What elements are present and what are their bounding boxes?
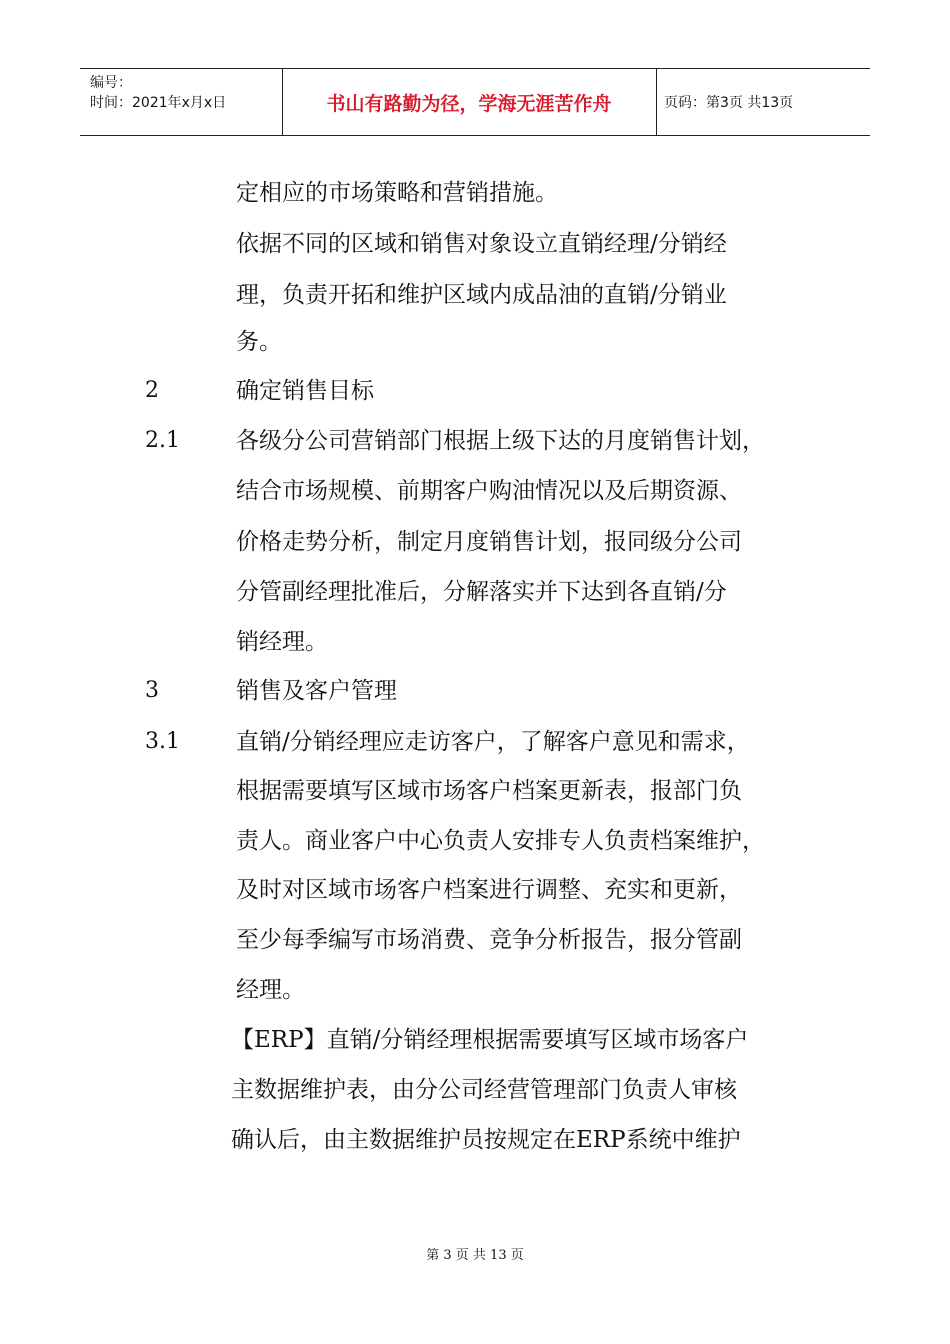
body-line: 及时对区域市场客户档案进行调整、充实和更新， [236, 877, 742, 903]
section-number: 3.1 [145, 729, 180, 754]
header-divider [656, 69, 657, 135]
body-line: 务。 [236, 329, 282, 355]
section-number: 2.1 [145, 428, 180, 453]
header-motto: 书山有路勤为径，学海无涯苦作舟 [326, 92, 612, 115]
body-line: 直销/分销经理应走访客户，了解客户意见和需求， [236, 729, 750, 755]
body-line: 分管副经理批准后，分解落实并下达到各直销/分 [236, 579, 727, 605]
page-header [80, 68, 870, 136]
body-line: 结合市场规模、前期客户购油情况以及后期资源、 [236, 478, 742, 504]
body-line: 经理。 [236, 977, 305, 1003]
header-page-info: 页码：第3页 共13页 [664, 95, 794, 111]
section-number: 3 [145, 678, 159, 703]
body-line: 责人。商业客户中心负责人安排专人负责档案维护， [236, 828, 765, 854]
body-line: 销经理。 [236, 629, 328, 655]
body-line: 定相应的市场策略和营销措施。 [236, 180, 558, 206]
page-footer: 第 3 页 共 13 页 [426, 1248, 524, 1263]
section-number: 2 [145, 378, 159, 403]
section-heading: 确定销售目标 [236, 378, 374, 404]
body-line: 各级分公司营销部门根据上级下达的月度销售计划， [236, 428, 765, 454]
body-line: 价格走势分析，制定月度销售计划，报同级分公司 [236, 529, 742, 555]
section-heading: 销售及客户管理 [236, 678, 397, 704]
body-line: 理，负责开拓和维护区域内成品油的直销/分销业 [236, 282, 727, 308]
body-line: 至少每季编写市场消费、竞争分析报告，报分管副 [236, 927, 742, 953]
body-line: 主数据维护表，由分公司经营管理部门负责人审核 [231, 1077, 737, 1103]
code-label: 编号： [90, 75, 132, 91]
body-line: 【ERP】直销/分销经理根据需要填写区域市场客户 [231, 1027, 749, 1053]
body-line: 根据需要填写区域市场客户档案更新表，报部门负 [236, 778, 742, 804]
header-meta [90, 73, 226, 113]
body-line: 确认后，由主数据维护员按规定在ERP系统中维护 [231, 1127, 741, 1153]
time-label: 时间：2021年x月x日 [90, 95, 227, 111]
body-line: 依据不同的区域和销售对象设立直销经理/分销经 [236, 231, 727, 257]
